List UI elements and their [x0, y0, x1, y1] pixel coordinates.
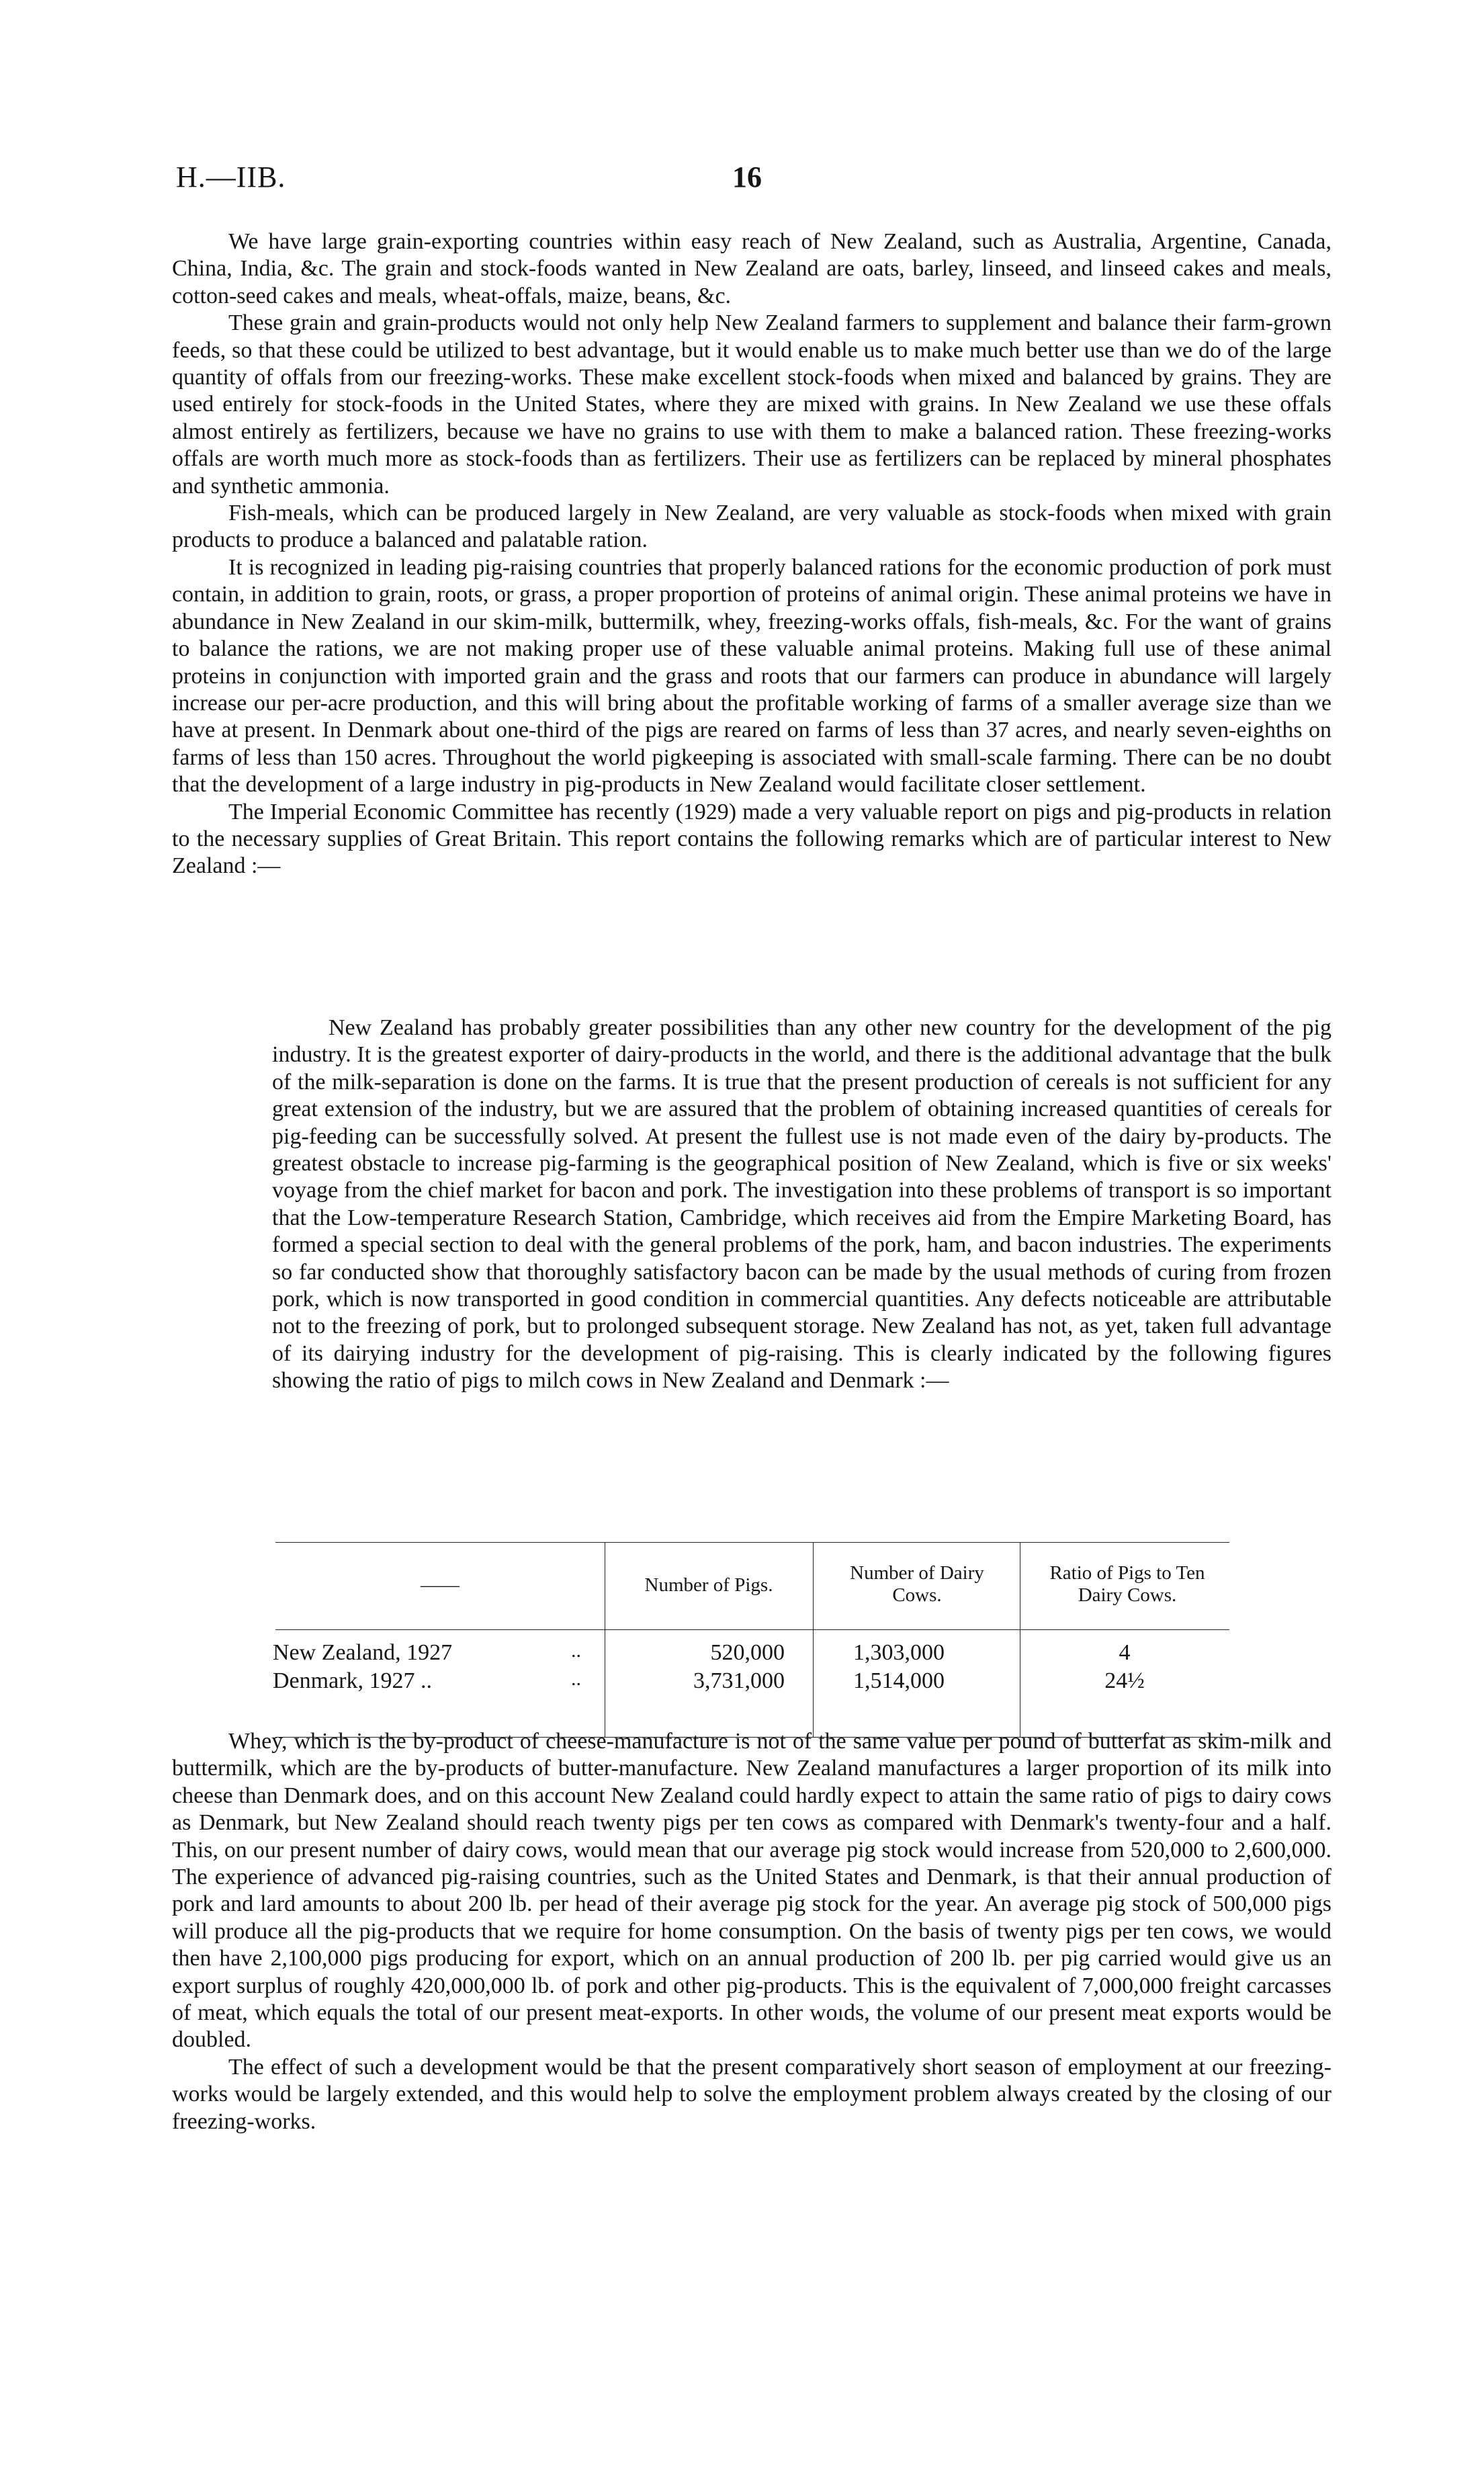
- paragraph-grain-products: These grain and grain-products would not only help New Zealand farmers to supplement and balance their farm-grown feeds, so that these could be utilized to best advantage, but it would enable us to make much better use than we do of the large quantity of offals from our freezing-works. These make excellent stock-foods when mixed and balanced by grains. They are used entirely for stock-foods in the United States, where they are mixed with grains. In New Zealand we use these offals almost entirely as fertilizers, because we have no grains to use with them to make a balanced ration. These freezing-works offals are worth much more as stock-foods than as fertilizers. Their use as fertilizers can be replaced by mineral phosphates and synthetic ammonia.: [172, 310, 1332, 499]
- row-ratio: 4: [1119, 1640, 1131, 1665]
- paragraph-animal-proteins: It is recognized in leading pig-raising countries that properly balanced rations for the economic production of pork must contain, in addition to grain, roots, or grass, a proper proportion of proteins of animal origin. These animal proteins we have in abundance in New Zealand in our skim-milk, buttermilk, whey, freezing-works offals, fish-meals, &c. For the want of grains to balance the rations, we are not making proper use of these valuable animal proteins. Making full use of these animal proteins in conjunction with imported grain and the grass and roots that our farmers can produce in abundance will largely increase our per-acre production, and this will bring about the profitable working of farms of a smaller average size than we have at present. In Denmark about one-third of the pigs are reared on farms of less than 37 acres, and nearly seven-eighths on farms of less than 150 acres. Throughout the world pigkeeping is associated with small-scale farming. There can be no doubt that the development of a large industry in pig-products in New Zealand would facilitate closer settlement.: [172, 554, 1332, 798]
- paragraph-effect: The effect of such a development would be that the present comparatively short season of employment at our freezing-works would be largely extended, and this would help to solve the employment problem always created by the closing of our freezing-works.: [172, 2054, 1332, 2134]
- header-ratio: Ratio of Pigs to Ten Dairy Cows.: [1049, 1562, 1205, 1606]
- paragraph-fish-meals: Fish-meals, which can be produced largely in New Zealand, are very valuable as stock-foods when mixed with grain products to produce a balanced and palatable ration.: [172, 501, 1332, 553]
- paragraph-imperial-committee: The Imperial Economic Committee has recently (1929) made a very valuable report on pigs and pig-products in relation to the necessary supplies of Great Britain. This report contains the following remarks which are of particular interest to New Zealand :—: [172, 799, 1332, 879]
- quoted-report-text: New Zealand has probably greater possibilities than any other new country for the development of the pig industry. It is the greatest exporter of dairy-products in the world, and there is the additional advantage that the bulk of the milk-separation is done on the farms. It is true that the present production of cereals is not sufficient for any great extension of the industry, but we are assured that the problem of obtaining increased quantities of cereals for pig-feeding can be successfully solved. At present the fullest use is not made even of the dairy by-products. The greatest obstacle to increase pig-farming is the geographical position of New Zealand, which is five or six weeks' voyage from the chief market for bacon and pork. The investigation into these problems of transport is so important that the Low-temperature Research Station, Cambridge, which receives aid from the Empire Marketing Board, has formed a special section to deal with the general problems of the pork, ham, and bacon industries. The experiments so far conducted show that thoroughly satisfactory bacon can be made by the usual methods of curing from frozen pork, which is now transported in good condition in commercial quantities. Any defects noticeable are attributable not to the freezing of pork, but to prolonged subsequent storage. New Zealand has not, as yet, taken full advantage of its dairying industry for the development of pig-raising. This is clearly indicated by the following figures showing the ratio of pigs to milch cows in New Zealand and Denmark :—: [272, 1015, 1332, 1394]
- row-leader-dots: ..: [571, 1668, 581, 1690]
- row-cows: 1,514,000: [853, 1668, 945, 1693]
- series-reference: H.—IIB.: [176, 161, 286, 194]
- row-country: New Zealand, 1927: [273, 1640, 453, 1665]
- header-number-of-dairy-cows: Number of Dairy Cows.: [850, 1562, 984, 1606]
- row-country: Denmark, 1927 ..: [273, 1668, 433, 1693]
- table-header-rule: [275, 1629, 1229, 1630]
- paragraph-whey: Whey, which is the by-product of cheese-manufacture is not of the same value per pound of butterfat as skim-milk and buttermilk, which are the by-products of butter-manufacture. New Zealand manufactures a larger proportion of its milk into cheese than Denmark does, and on this account New Zealand could hardly expect to attain the same ratio of pigs to dairy cows as Denmark, but New Zealand should reach twenty pigs per ten cows as compared with Denmark's twenty-four and a half. This, on our present number of dairy cows, would mean that our average pig stock would increase from 520,000 to 2,600,000. The experience of advanced pig-raising countries, such as the United States and Denmark, is that their annual production of pork and lard amounts to about 200 lb. per head of their average pig stock for the year. An average pig stock of 500,000 pigs will produce all the pig-products that we require for home consumption. On the basis of twenty pigs per ten cows, we would then have 2,100,000 pigs producing for export, which on an annual production of 200 lb. per pig carried would give us an export surplus of roughly 420,000,000 lb. of pork and other pig-products. This is the equivalent of 7,000,000 freight carcasses of meat, which equals the total of our present meat-exports. In other woıds, the volume of our present meat exports would be doubled.: [172, 1729, 1332, 2053]
- table-top-rule: [275, 1542, 1229, 1543]
- header-stub: ——: [421, 1574, 460, 1596]
- row-ratio: 24½: [1104, 1668, 1145, 1693]
- page-number: 16: [732, 161, 762, 194]
- row-leader-dots: ..: [571, 1639, 581, 1662]
- body-section-1: [172, 228, 1332, 880]
- table-column-divider: [813, 1542, 814, 1737]
- header-number-of-pigs: Number of Pigs.: [644, 1574, 773, 1596]
- pigs-to-cows-table: [275, 1542, 1229, 1738]
- row-pigs: 520,000: [710, 1640, 785, 1665]
- body-section-2: [172, 1728, 1332, 2135]
- paragraph-grain-countries: We have large grain-exporting countries within easy reach of New Zealand, such as Australia, Argentine, Canada, China, India, &c. The grain and stock-foods wanted in New Zealand are oats, barley, linseed, and linseed cakes and meals, cotton-seed cakes and meals, wheat-offals, maize, beans, &c.: [172, 229, 1332, 308]
- row-pigs: 3,731,000: [693, 1668, 785, 1693]
- row-cows: 1,303,000: [853, 1640, 945, 1665]
- quoted-report: [272, 1015, 1332, 1395]
